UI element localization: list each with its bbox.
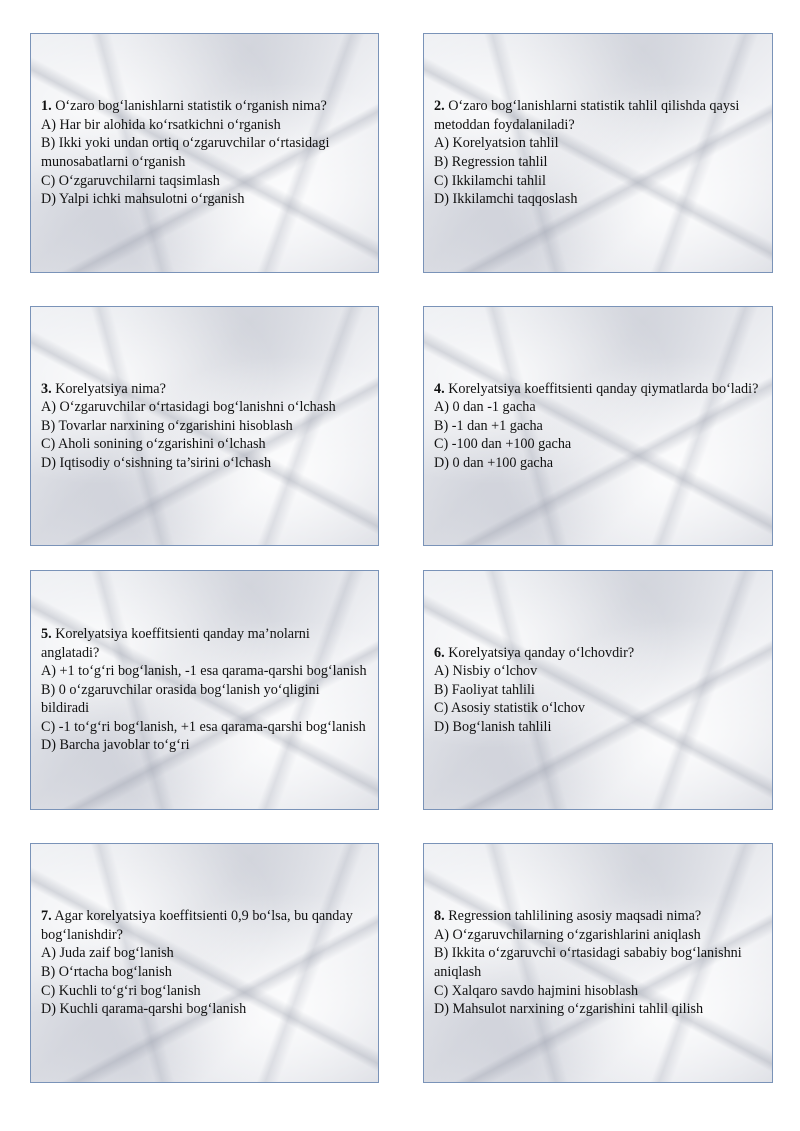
question-card-5: [30, 570, 379, 810]
question-card-text: [424, 97, 772, 209]
answer-option-c: C) Kuchli to‘g‘ri bog‘lanish: [41, 982, 201, 999]
question-card-4: [423, 306, 773, 546]
question-number: 7.: [41, 908, 52, 925]
answer-option-d: D) 0 dan +100 gacha: [434, 454, 554, 471]
answer-option-a: A) Korelyatsion tahlil: [434, 135, 559, 152]
question-card-3: [30, 306, 379, 546]
answer-option-a: A) O‘zgaruvchilar o‘rtasidagi bog‘lanishni o‘lchash: [41, 399, 336, 416]
question-text: Agar korelyatsiya koeffitsienti 0,9 bo‘lsa, bu qanday bog‘lanishdir?: [41, 908, 353, 943]
answer-option-d: D) Ikkilamchi taqqoslash: [434, 191, 578, 208]
answer-option-b: B) O‘rtacha bog‘lanish: [41, 964, 172, 980]
answer-option-a: A) Juda zaif bog‘lanish: [41, 945, 174, 962]
question-card-7: [30, 843, 379, 1083]
question-number: 8.: [434, 908, 445, 925]
question-text: Regression tahlilining asosiy maqsadi nima?: [448, 908, 702, 925]
answer-option-d: D) Mahsulot narxining o‘zgarishini tahlil qilish: [434, 1001, 704, 1018]
answer-option-d: D) Kuchli qarama-qarshi bog‘lanish: [41, 1001, 247, 1018]
question-text: Korelyatsiya nima?: [55, 380, 166, 397]
question-card-8: [423, 843, 773, 1083]
question-card-1: [30, 33, 379, 273]
question-text: O‘zaro bog‘lanishlarni statistik o‘rganish nima?: [55, 98, 327, 115]
answer-option-a: A) Har bir alohida ko‘rsatkichni o‘rganish: [41, 116, 281, 133]
answer-option-b: B) Tovarlar narxining o‘zgarishini hisoblash: [41, 417, 293, 434]
answer-option-d: D) Barcha javoblar to‘g‘ri: [41, 737, 190, 754]
question-text: Korelyatsiya koeffitsienti qanday ma’nolarni anglatadi?: [41, 625, 310, 661]
answer-option-c: C) Asosiy statistik o‘lchov: [434, 700, 585, 717]
answer-option-c: C) -1 to‘g‘ri bog‘lanish, +1 esa qarama-qarshi bog‘lanish: [41, 718, 366, 735]
answer-option-c: C) O‘zgaruvchilarni taqsimlash: [41, 172, 220, 189]
question-number: 5.: [41, 625, 52, 642]
answer-option-b: B) Regression tahlil: [434, 154, 548, 170]
question-text: O‘zaro bog‘lanishlarni statistik tahlil qilishda qaysi metoddan foydalaniladi?: [434, 98, 740, 133]
answer-option-c: C) Aholi sonining o‘zgarishini o‘lchash: [41, 436, 266, 453]
question-text: Korelyatsiya koeffitsienti qanday qiymatlarda bo‘ladi?: [448, 380, 759, 397]
answer-option-a: A) O‘zgaruvchilarning o‘zgarishlarini aniqlash: [434, 926, 701, 943]
answer-option-d: D) Iqtisodiy o‘sishning ta’sirini o‘lchash: [41, 454, 272, 471]
answer-option-c: C) Ikkilamchi tahlil: [434, 172, 546, 189]
question-number: 3.: [41, 380, 52, 397]
question-card-text: [31, 907, 378, 1019]
question-card-text: [424, 380, 772, 473]
question-number: 1.: [41, 98, 52, 115]
answer-option-b: B) -1 dan +1 gacha: [434, 417, 543, 434]
answer-option-a: A) 0 dan -1 gacha: [434, 399, 536, 416]
question-text: Korelyatsiya qanday o‘lchovdir?: [448, 644, 635, 661]
question-card-text: [31, 625, 378, 755]
answer-option-c: C) Xalqaro savdo hajmini hisoblash: [434, 982, 639, 999]
answer-option-d: D) Bog‘lanish tahlili: [434, 718, 552, 735]
question-number: 6.: [434, 644, 445, 661]
question-card-6: [423, 570, 773, 810]
answer-option-b: B) Ikkita o‘zgaruvchi o‘rtasidagi sababiy bog‘lanishni aniqlash: [434, 945, 742, 980]
question-card-text: [31, 97, 378, 209]
question-card-2: [423, 33, 773, 273]
answer-option-a: A) +1 to‘g‘ri bog‘lanish, -1 esa qarama-qarshi bog‘lanish: [41, 663, 367, 680]
answer-option-b: B) Faoliyat tahlili: [434, 681, 535, 698]
answer-option-b: B) Ikki yoki undan ortiq o‘zgaruvchilar o‘rtasidagi munosabatlarni o‘rganish: [41, 135, 330, 170]
question-number: 4.: [434, 380, 445, 397]
answer-option-c: C) -100 dan +100 gacha: [434, 436, 572, 453]
answer-option-d: D) Yalpi ichki mahsulotni o‘rganish: [41, 191, 245, 208]
answer-option-b: B) 0 o‘zgaruvchilar orasida bog‘lanish yo‘qligini bildiradi: [41, 681, 320, 717]
answer-option-a: A) Nisbiy o‘lchov: [434, 663, 538, 680]
question-number: 2.: [434, 98, 445, 115]
question-card-text: [31, 380, 378, 473]
question-card-text: [424, 907, 772, 1019]
question-card-text: [424, 644, 772, 737]
